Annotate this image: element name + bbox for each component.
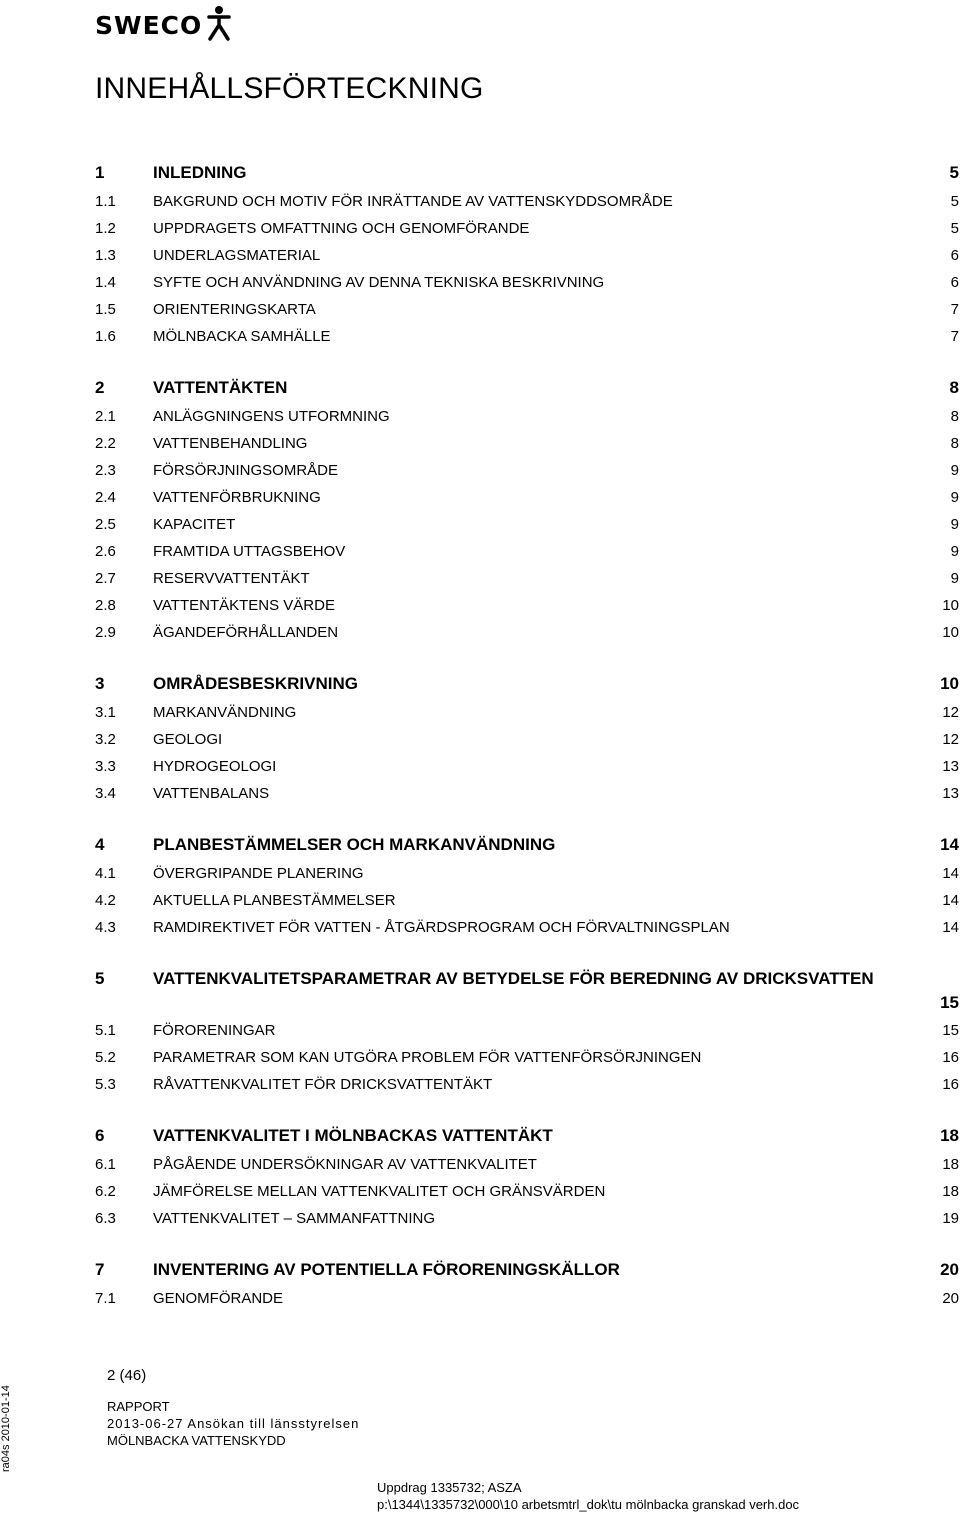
toc-entry[interactable] (95, 915, 959, 942)
toc-title: RAMDIREKTIVET FÖR VATTEN - ÅTGÄRDSPROGRAM OCH FÖRVALTNINGSPLAN (153, 919, 730, 936)
toc-title: ÄGANDEFÖRHÅLLANDEN (153, 624, 339, 641)
toc-chapter[interactable] (95, 671, 959, 700)
toc-title: VATTENKVALITET – SAMMANFATTNING (153, 1210, 435, 1227)
toc-title: VATTENKVALITETSPARAMETRAR AV BETYDELSE FÖR BEREDNING AV DRICKSVATTEN (153, 969, 874, 988)
table-of-contents (95, 160, 959, 1313)
toc-number: 5.3 (95, 1076, 116, 1093)
toc-entry[interactable] (95, 431, 959, 458)
toc-title: MÖLNBACKA SAMHÄLLE (153, 328, 331, 345)
toc-entry[interactable] (95, 1072, 959, 1099)
toc-title: VATTENBEHANDLING (153, 435, 308, 452)
toc-number: 2 (95, 378, 105, 397)
toc-number: 2.7 (95, 570, 116, 587)
sweco-logo (95, 4, 232, 46)
toc-page: 16 (942, 1049, 959, 1066)
sweco-star-icon (206, 5, 232, 41)
toc-title: UNDERLAGSMATERIAL (153, 247, 321, 264)
toc-title: VATTENTÄKTEN (153, 378, 288, 397)
toc-entry[interactable] (95, 1286, 959, 1313)
page-title: INNEHÅLLSFÖRTECKNING (95, 72, 484, 105)
toc-number: 6 (95, 1126, 105, 1145)
toc-title: JÄMFÖRELSE MELLAN VATTENKVALITET OCH GRÄNSVÄRDEN (153, 1183, 606, 1200)
toc-page: 10 (942, 624, 959, 641)
toc-page: 14 (940, 835, 959, 854)
toc-number: 4.3 (95, 919, 116, 936)
toc-number: 3.2 (95, 731, 116, 748)
toc-number: 7.1 (95, 1290, 116, 1307)
toc-entry[interactable] (95, 566, 959, 593)
toc-page: 14 (942, 892, 959, 909)
toc-chapter[interactable] (95, 832, 959, 861)
toc-title: GEOLOGI (153, 731, 223, 748)
toc-number: 2.3 (95, 462, 116, 479)
toc-number: 2.6 (95, 543, 116, 560)
toc-page: 15 (940, 993, 959, 1012)
toc-title: PLANBESTÄMMELSER OCH MARKANVÄNDNING (153, 835, 556, 854)
toc-number: 1.2 (95, 220, 116, 237)
footer-date-line: 2013-06-27 Ansökan till länsstyrelsen (107, 1416, 360, 1431)
toc-entry[interactable] (95, 1206, 959, 1233)
toc-entry[interactable] (95, 243, 959, 270)
footer-assignment: Uppdrag 1335732; ASZA (377, 1480, 522, 1495)
footer-side-code-text: ra04s 2010-01-14 (0, 1385, 12, 1472)
toc-entry[interactable] (95, 754, 959, 781)
toc-title: AKTUELLA PLANBESTÄMMELSER (153, 892, 396, 909)
toc-title: RÅVATTENKVALITET FÖR DRICKSVATTENTÄKT (153, 1076, 493, 1093)
toc-title: ORIENTERINGSKARTA (153, 301, 316, 318)
toc-entry[interactable] (95, 620, 959, 647)
toc-title: VATTENKVALITET I MÖLNBACKAS VATTENTÄKT (153, 1126, 553, 1145)
toc-title: PARAMETRAR SOM KAN UTGÖRA PROBLEM FÖR VATTENFÖRSÖRJNINGEN (153, 1049, 702, 1066)
toc-number: 6.3 (95, 1210, 116, 1227)
toc-number: 6.2 (95, 1183, 116, 1200)
toc-chapter[interactable] (95, 1257, 959, 1286)
toc-page: 7 (950, 301, 959, 318)
toc-page: 8 (949, 378, 959, 397)
toc-number: 3.4 (95, 785, 116, 802)
toc-entry[interactable] (95, 593, 959, 620)
toc-entry[interactable] (95, 888, 959, 915)
toc-title: FÖRSÖRJNINGSOMRÅDE (153, 462, 339, 479)
toc-entry[interactable] (95, 700, 959, 727)
toc-entry[interactable] (95, 1179, 959, 1206)
toc-entry[interactable] (95, 1152, 959, 1179)
toc-title: RESERVVATTENTÄKT (153, 570, 310, 587)
toc-title: HYDROGEOLOGI (153, 758, 277, 775)
toc-entry[interactable] (95, 512, 959, 539)
toc-entry[interactable] (95, 270, 959, 297)
toc-title: ÖVERGRIPANDE PLANERING (153, 865, 364, 882)
toc-entry[interactable] (95, 216, 959, 243)
toc-page: 7 (950, 328, 959, 345)
toc-page: 9 (950, 570, 959, 587)
toc-title: GENOMFÖRANDE (153, 1290, 284, 1307)
toc-chapter[interactable] (95, 160, 959, 189)
toc-entry[interactable] (95, 404, 959, 431)
toc-entry[interactable] (95, 539, 959, 566)
toc-title: INLEDNING (153, 163, 247, 182)
toc-chapter[interactable] (95, 966, 959, 1018)
toc-entry[interactable] (95, 1018, 959, 1045)
toc-number: 2.4 (95, 489, 116, 506)
toc-number: 4 (95, 835, 105, 854)
toc-title: FRAMTIDA UTTAGSBEHOV (153, 543, 346, 560)
toc-number: 1.5 (95, 301, 116, 318)
toc-page: 14 (942, 919, 959, 936)
footer-report-type: RAPPORT (107, 1399, 170, 1414)
toc-page: 18 (940, 1126, 959, 1145)
footer-project: MÖLNBACKA VATTENSKYDD (107, 1433, 286, 1448)
toc-entry[interactable] (95, 297, 959, 324)
toc-page: 9 (950, 462, 959, 479)
toc-page: 5 (949, 163, 959, 182)
toc-number: 1.6 (95, 328, 116, 345)
toc-page: 6 (950, 274, 959, 291)
footer-side-code (0, 1385, 14, 1472)
toc-number: 1.3 (95, 247, 116, 264)
toc-page: 15 (942, 1022, 959, 1039)
toc-title: UPPDRAGETS OMFATTNING OCH GENOMFÖRANDE (153, 220, 530, 237)
toc-page: 6 (950, 247, 959, 264)
toc-title: PÅGÅENDE UNDERSÖKNINGAR AV VATTENKVALITET (153, 1156, 537, 1173)
toc-page: 9 (950, 543, 959, 560)
toc-entry[interactable] (95, 1045, 959, 1072)
toc-number: 1.1 (95, 193, 116, 210)
toc-entry[interactable] (95, 458, 959, 485)
toc-number: 5.2 (95, 1049, 116, 1066)
toc-page: 12 (942, 731, 959, 748)
toc-entry[interactable] (95, 485, 959, 512)
footer-file-path: p:\1344\1335732\000\10 arbetsmtrl_dok\tu mölnbacka granskad verh.doc (377, 1497, 800, 1512)
toc-number: 3 (95, 674, 105, 693)
toc-entry[interactable] (95, 861, 959, 888)
toc-number: 6.1 (95, 1156, 116, 1173)
toc-number: 2.1 (95, 408, 116, 425)
toc-title: KAPACITET (153, 516, 236, 533)
toc-page: 10 (942, 597, 959, 614)
toc-title: FÖRORENINGAR (153, 1022, 276, 1039)
toc-number: 1.4 (95, 274, 116, 291)
toc-number: 7 (95, 1260, 105, 1279)
toc-number: 2.8 (95, 597, 116, 614)
toc-page: 18 (942, 1183, 959, 1200)
toc-number: 3.1 (95, 704, 116, 721)
toc-number: 3.3 (95, 758, 116, 775)
toc-entry[interactable] (95, 189, 959, 216)
toc-page: 5 (950, 193, 959, 210)
toc-number: 2.9 (95, 624, 116, 641)
toc-number: 5 (95, 969, 105, 988)
toc-page: 13 (942, 758, 959, 775)
toc-number: 4.1 (95, 865, 116, 882)
footer-page-number: 2 (46) (107, 1367, 147, 1384)
toc-title: OMRÅDESBESKRIVNING (153, 674, 358, 693)
toc-title: VATTENBALANS (153, 785, 270, 802)
toc-page: 13 (942, 785, 959, 802)
toc-title: MARKANVÄNDNING (153, 704, 297, 721)
toc-title: INVENTERING AV POTENTIELLA FÖRORENINGSKÄLLOR (153, 1260, 620, 1279)
toc-number: 2.2 (95, 435, 116, 452)
toc-number: 2.5 (95, 516, 116, 533)
toc-title: ANLÄGGNINGENS UTFORMNING (153, 408, 390, 425)
toc-page: 19 (942, 1210, 959, 1227)
toc-chapter[interactable] (95, 375, 959, 404)
toc-title: VATTENTÄKTENS VÄRDE (153, 597, 335, 614)
toc-entry[interactable] (95, 781, 959, 808)
toc-title: BAKGRUND OCH MOTIV FÖR INRÄTTANDE AV VATTENSKYDDSOMRÅDE (153, 193, 673, 210)
toc-page: 12 (942, 704, 959, 721)
toc-number: 1 (95, 163, 105, 182)
toc-chapter[interactable] (95, 1123, 959, 1152)
toc-page: 9 (950, 489, 959, 506)
toc-number: 4.2 (95, 892, 116, 909)
toc-page: 16 (942, 1076, 959, 1093)
toc-page: 20 (940, 1260, 959, 1279)
toc-entry[interactable] (95, 324, 959, 351)
toc-number: 5.1 (95, 1022, 116, 1039)
logo-text: SWECO (95, 10, 203, 40)
toc-title: VATTENFÖRBRUKNING (153, 489, 321, 506)
toc-page: 8 (950, 408, 959, 425)
toc-page: 14 (942, 865, 959, 882)
toc-page: 9 (950, 516, 959, 533)
toc-page: 10 (940, 674, 959, 693)
toc-page: 5 (950, 220, 959, 237)
toc-page: 8 (950, 435, 959, 452)
toc-page: 18 (942, 1156, 959, 1173)
toc-page: 20 (942, 1290, 959, 1307)
toc-entry[interactable] (95, 727, 959, 754)
toc-title: SYFTE OCH ANVÄNDNING AV DENNA TEKNISKA BESKRIVNING (153, 274, 605, 291)
